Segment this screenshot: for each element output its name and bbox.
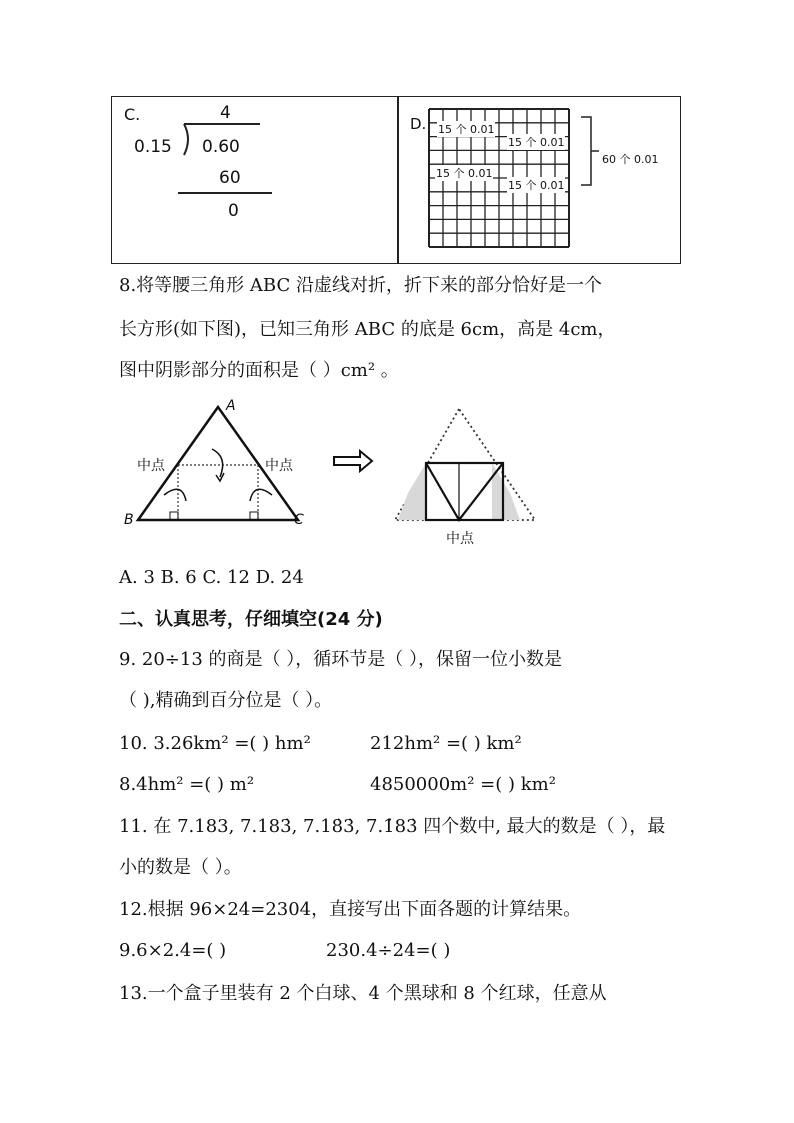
q10-part-b: 212hm² =( ) km² [370,733,522,754]
option-c-remainder: 0 [228,201,239,221]
grid-block-label-3: 15 个 0.01 [436,167,493,180]
q8-line-2: 长方形(如下图)，已知三角形 ABC 的底是 6cm，高是 4cm， [119,319,616,340]
midpoint-right-label: 中点 [265,458,293,474]
q9-line-1: 9. 20÷13 的商是（ ），循环节是（ ），保留一位小数是 [119,649,562,670]
table-divider [397,97,399,263]
option-c-divisor: 0.15 [134,137,172,157]
q8-line-1: 8.将等腰三角形 ABC 沿虚线对折，折下来的部分恰好是一个 [119,275,602,296]
q12-part-b: 230.4÷24=( ) [326,940,451,961]
midpoint-bottom-label: 中点 [446,531,474,547]
section-2-heading: 二、认真思考，仔细填空(24 分) [119,609,383,630]
long-division-bracket [112,97,397,262]
q12-part-a: 9.6×2.4=( ) [119,940,227,961]
option-c-dividend: 0.60 [202,137,240,157]
midpoint-left-label: 中点 [137,458,165,474]
option-c-quotient: 4 [220,103,231,123]
option-c-label: C. [124,105,141,124]
vertex-c: C [294,512,304,528]
q11-line-1: 11. 在 7.183, 7.183̇, 7.18̇3̇, 7.1̇83̇ 四个数中, 最大的数是（ ），最 [119,816,666,837]
options-table [111,96,681,264]
q9-line-2: （ ),精确到百分位是（ ）。 [119,690,333,711]
vertex-b: B [124,512,134,528]
grid-block-label-2: 15 个 0.01 [508,136,565,149]
q8-choices: A. 3 B. 6 C. 12 D. 24 [119,567,304,588]
vertex-a: A [226,398,236,414]
option-c-product: 60 [219,168,241,188]
q13-line-1: 13.一个盒子里装有 2 个白球、4 个黑球和 8 个红球，任意从 [119,983,607,1004]
q10-part-c: 8.4hm² =( ) m² [119,774,255,795]
grid-block-label-4: 15 个 0.01 [508,179,565,192]
grid-total-label: 60 个 0.01 [602,153,659,166]
q8-line-3: 图中阴影部分的面积是（ ）cm² 。 [119,360,399,381]
q12-line-1: 12.根据 96×24=2304，直接写出下面各题的计算结果。 [119,899,582,920]
q10-part-a: 10. 3.26km² =( ) hm² [119,733,311,754]
q10-part-d: 4850000m² =( ) km² [370,774,556,795]
grid-block-label-1: 15 个 0.01 [438,123,495,136]
option-d-label: D. [410,115,427,133]
fold-figure [120,395,560,555]
q11-line-2: 小的数是（ ）。 [119,857,242,878]
